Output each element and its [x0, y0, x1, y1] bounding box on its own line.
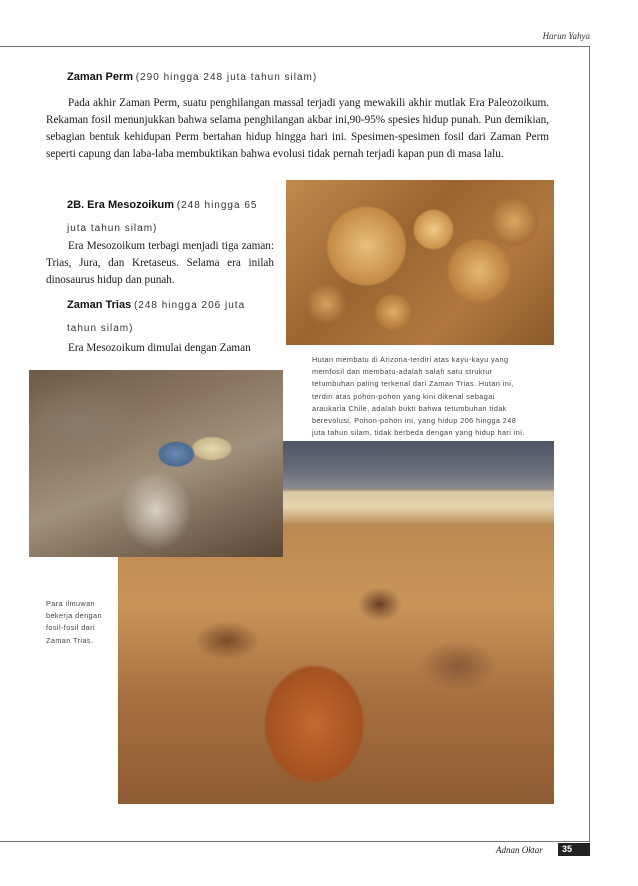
caption-line: terdiri atas pohon-pohon yang kini dikenal sebagai	[312, 391, 495, 401]
section-subtitle-trias-2: tahun silam)	[67, 323, 134, 334]
caption-line: memfosil dan membatu-adalah salah satu struktur	[312, 367, 493, 377]
running-header-author: Harun Yahya	[542, 31, 590, 41]
caption-line: juta tahun silam, tidak berbeda dengan yang hidup hari ini.	[312, 428, 525, 438]
section-title-mesozoikum: 2B. Era Mesozoikum	[67, 199, 174, 211]
section-subtitle-mesozoikum-1: (248 hingga 65	[176, 200, 258, 211]
section-title-trias: Zaman Trias	[67, 299, 132, 311]
running-footer-author: Adnan Oktar	[496, 845, 543, 855]
section-heading-mesozoikum	[67, 194, 277, 240]
caption-line: araukaria Chile, adalah bukti bahwa tetumbuhan tidak	[312, 403, 507, 413]
section-heading-trias	[67, 294, 277, 340]
section-subtitle-perm: (290 hingga 248 juta tahun silam)	[135, 72, 318, 83]
page-number: 35	[558, 843, 590, 856]
caption-petrified-forest	[312, 354, 562, 439]
caption-line: Zaman Trias.	[46, 635, 94, 645]
section-title-perm: Zaman Perm	[67, 71, 134, 83]
fossil-ammonite-photo	[286, 180, 554, 345]
paragraph-trias: Era Mesozoikum dimulai dengan Zaman	[68, 342, 251, 354]
frame-top-rule	[0, 46, 590, 47]
scientists-photo	[29, 370, 283, 557]
caption-line: tetumbuhan paling terkenal dari Zaman Trias. Hutan ini,	[312, 379, 514, 389]
frame-bottom-rule	[0, 841, 590, 842]
frame-right-rule	[589, 46, 590, 842]
paragraph-perm: Pada akhir Zaman Perm, suatu penghilangan massal terjadi yang mewakili akhir mutlak Era Paleozoikum. Rekaman fosil menunjukkan bahwa selama penghilangan akbar ini,90-95% spesies hidup punah. Pun demikian, sebagian bentuk kehidupan Perm bertahan hidup hingga hari ini. Spesimen-spesimen fosil dari Zaman Perm seperti capung dan laba-laba membuktikan bahwa evolusi tidak pernah terjadi kapan pun di masa lalu.	[46, 97, 549, 160]
caption-line: fosil-fosil dari	[46, 623, 95, 633]
caption-line: bekerja dengan	[46, 611, 102, 621]
caption-line: Hutan membatu di Arizona-terdiri atas kayu-kayu yang	[312, 355, 509, 364]
paragraph-mesozoikum: Era Mesozoikum terbagi menjadi tiga zaman: Trias, Jura, dan Kretaseus. Selama era inilah dinosaurus hidup dan punah.	[46, 240, 274, 286]
section-subtitle-mesozoikum-2: juta tahun silam)	[67, 223, 158, 234]
caption-line: Para ilmuwan	[46, 599, 96, 608]
caption-scientists	[46, 598, 118, 647]
section-heading-perm	[67, 66, 317, 89]
section-subtitle-trias-1: (248 hingga 206 juta	[133, 300, 246, 311]
caption-line: berevolusi. Pohon-pohon ini, yang hidup 206 hingga 248	[312, 416, 517, 426]
